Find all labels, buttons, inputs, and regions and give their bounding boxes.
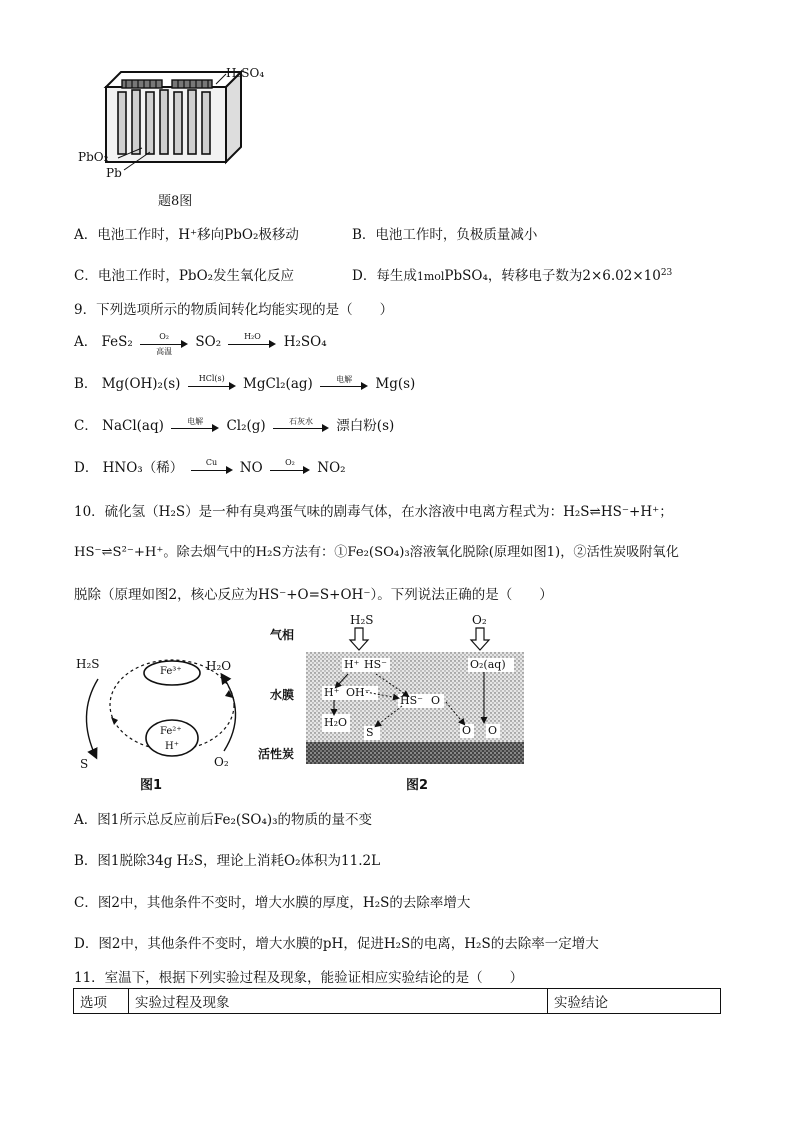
product: H₂SO₄ <box>283 334 327 350</box>
option-text: 电池工作时，H⁺移向PbO₂极移动 <box>97 227 299 243</box>
reaction-arrow <box>228 331 276 350</box>
fig2-hplus-top: H⁺ <box>344 658 360 671</box>
table-header-row <box>74 989 721 1014</box>
fig2-o-mid: O <box>431 694 441 707</box>
option-label: C． <box>74 418 98 434</box>
reaction-arrow <box>140 331 188 356</box>
table-header-option: 选项 <box>74 989 129 1014</box>
fig2-o-left: O <box>462 724 472 737</box>
experiment-table <box>73 988 721 1014</box>
q9-option-d <box>74 456 346 476</box>
fig1-s: S <box>80 757 89 771</box>
q8-option-b <box>352 223 537 243</box>
fig2-caption: 图2 <box>406 778 429 793</box>
q10-stem-line1: 10．硫化氢（H₂S）是一种有臭鸡蛋气味的剧毒气体，在水溶液中电离方程式为：H₂S⇌HS⁻+H⁺； <box>74 504 673 520</box>
table-header-process: 实验过程及现象 <box>129 989 548 1014</box>
fig2-oh: OH⁻ <box>346 686 371 699</box>
reaction-arrow <box>188 373 236 392</box>
fig1-fe2: Fe²⁺ <box>160 726 182 737</box>
q9-option-c <box>74 414 394 434</box>
product: Mg(s) <box>375 376 416 392</box>
q10-stem-line2: HS⁻⇌S²⁻+H⁺。除去烟气中的H₂S方法有：①Fe₂(SO₄)₃溶液氧化脱除(原理如图1)，②活性炭吸附氧化 <box>74 545 679 560</box>
arrow-condition: 电解 <box>336 374 353 384</box>
q10-option-d: D．图2中，其他条件不变时，增大水膜的pH，促进H₂S的电离，H₂S的去除率一定增大 <box>74 936 599 952</box>
arrow-condition: HCl(s) <box>198 373 225 383</box>
arrow-condition: O₂ <box>285 457 295 467</box>
option-label: C． <box>74 268 98 284</box>
figure-2-film <box>250 612 540 797</box>
fig2-h2s: H₂S <box>350 613 374 627</box>
reaction-arrow <box>273 416 329 434</box>
fig2-h2o: H₂O <box>324 716 348 729</box>
intermediate: MgCl₂(ag) <box>243 376 313 392</box>
fig2-o-right: O <box>488 724 498 737</box>
option-label: B． <box>74 376 98 392</box>
fig2-hs-mid: HS⁻ <box>400 694 423 707</box>
option-label: D． <box>74 460 99 476</box>
arrow-condition: H₂O <box>244 331 261 341</box>
option-label: A． <box>74 334 98 350</box>
fig2-o2aq: O₂(aq) <box>470 658 506 671</box>
q10-option-a: A．图1所示总反应前后Fe₂(SO₄)₃的物质的量不变 <box>74 812 373 828</box>
q8-option-c <box>74 264 294 284</box>
label-h2so4: H₂SO₄ <box>226 66 265 80</box>
reactant: HNO₃（稀） <box>102 460 184 476</box>
fig2-hplus-mid: H⁺ <box>324 686 340 699</box>
q9-option-a <box>74 330 327 356</box>
reaction-arrow <box>171 416 219 434</box>
label-pb: Pb <box>106 166 122 180</box>
fig8-caption: 题8图 <box>158 194 193 209</box>
fig1-o2: O₂ <box>214 755 229 769</box>
option-label: D． <box>352 268 377 284</box>
q10-option-c: C．图2中，其他条件不变时，增大水膜的厚度，H₂S的去除率增大 <box>74 895 471 911</box>
arrow-condition-below: 高温 <box>156 346 173 356</box>
option-text-exp: 23 <box>660 268 673 278</box>
fig2-carbon-label: 活性炭 <box>258 747 295 761</box>
fig1-h2s: H₂S <box>76 657 100 671</box>
fig2-o2: O₂ <box>472 613 487 627</box>
reaction-arrow <box>270 457 310 476</box>
q11-stem: 11．室温下，根据下列实验过程及现象，能验证相应实验结论的是（ ） <box>74 970 524 986</box>
q9-option-b <box>74 372 415 392</box>
option-label: B． <box>352 227 376 243</box>
option-text-mol: 1mol <box>416 270 445 283</box>
intermediate: NO <box>239 460 263 476</box>
product: 漂白粉(s) <box>336 418 395 434</box>
fig1-caption: 图1 <box>140 778 163 793</box>
arrow-condition: Cu <box>205 457 218 467</box>
fig2-film-label: 水膜 <box>270 688 295 702</box>
fig2-s: S <box>366 726 374 739</box>
reactant: FeS₂ <box>101 334 133 350</box>
q10-option-b: B．图1脱除34g H₂S，理论上消耗O₂体积为11.2L <box>74 853 381 869</box>
option-label: A． <box>74 227 98 243</box>
q9-stem: 9．下列选项所示的物质间转化均能实现的是（ ） <box>74 302 394 318</box>
q8-option-d <box>352 264 672 284</box>
fig1-fe3: Fe³⁺ <box>160 666 182 677</box>
table-header-conclusion: 实验结论 <box>548 989 721 1014</box>
fig1-hplus: H⁺ <box>165 741 179 752</box>
label-pbo2: PbO₂ <box>78 150 109 164</box>
intermediate: Cl₂(g) <box>226 418 266 434</box>
fig2-hs-top: HS⁻ <box>364 658 387 671</box>
reactant: NaCl(aq) <box>102 418 164 434</box>
arrow-condition: O₂ <box>159 331 169 341</box>
battery-figure <box>76 52 276 187</box>
product: NO₂ <box>317 460 346 476</box>
option-text-pre: 每生成 <box>376 268 417 284</box>
q10-stem-line3: 脱除（原理如图2，核心反应为HS⁻+O=S+OH⁻）。下列说法正确的是（ ） <box>74 587 553 603</box>
reaction-arrow <box>191 457 233 476</box>
fig1-h2o: H₂O <box>206 659 232 673</box>
arrow-condition: 石灰水 <box>289 416 313 426</box>
option-text-mid: PbSO₄，转移电子数为2×6.02×10 <box>444 268 661 284</box>
reactant: Mg(OH)₂(s) <box>101 376 181 392</box>
q8-option-a <box>74 223 299 243</box>
arrow-condition: 电解 <box>187 416 204 426</box>
fig2-gas-label: 气相 <box>270 628 295 642</box>
intermediate: SO₂ <box>195 334 222 350</box>
figure-1-cycle <box>74 645 274 790</box>
reaction-arrow <box>320 374 368 392</box>
option-text: 电池工作时，PbO₂发生氧化反应 <box>97 268 295 284</box>
option-text: 电池工作时，负极质量减小 <box>375 227 538 243</box>
